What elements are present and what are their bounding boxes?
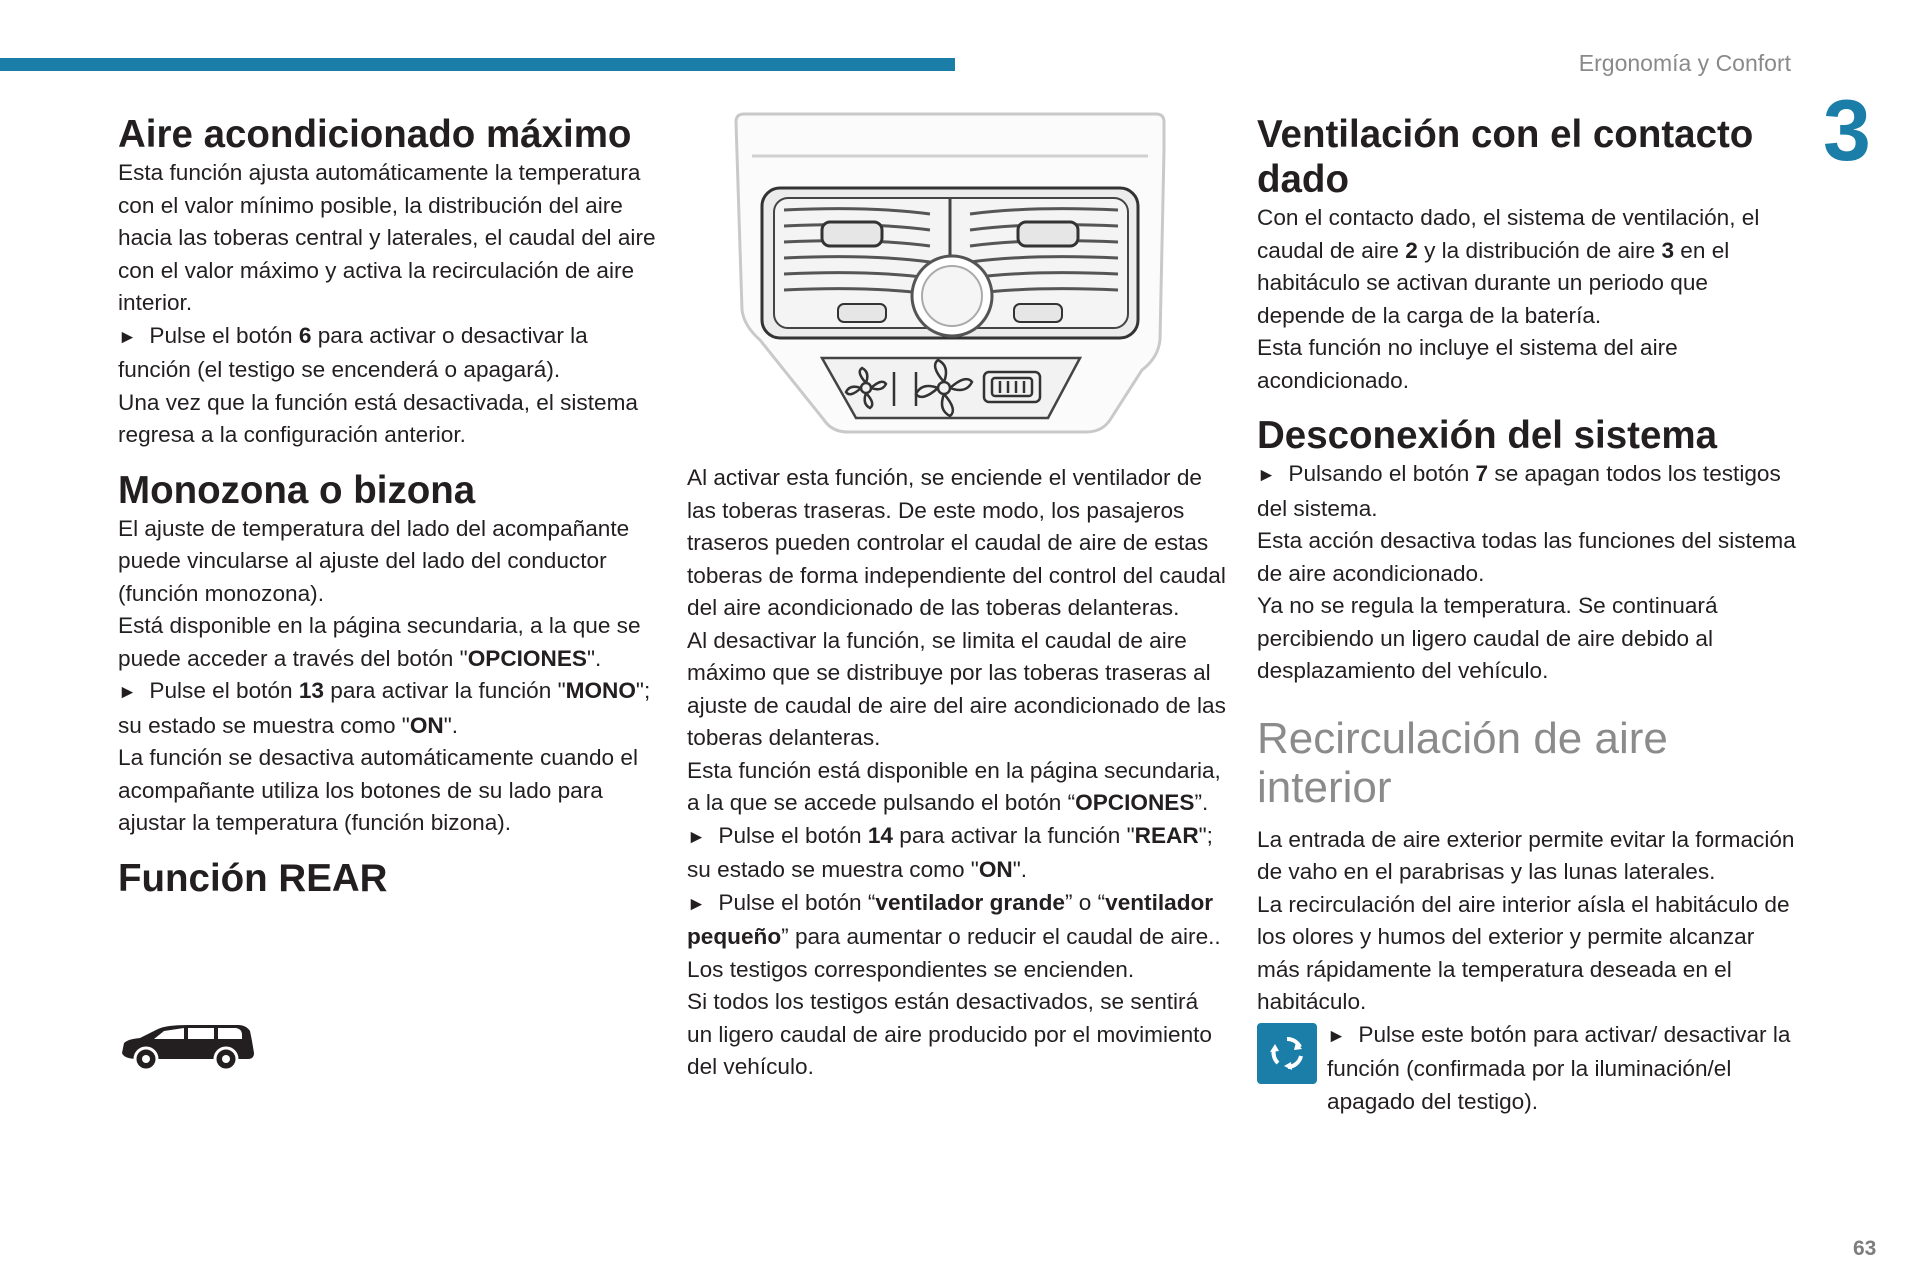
instruction: ► Pulse el botón “ventilador grande” o “ventilador pequeño” para aumentar o reducir el caudal de aire.. [687, 889, 1221, 949]
heading-rear-function: Función REAR [118, 856, 388, 900]
instruction: ► Pulse el botón 14 para activar la función "REAR"; su estado se muestra como "ON". [687, 822, 1213, 882]
column-right [1257, 112, 1797, 1118]
heading-ignition-ventilation: Ventilación con el contacto dado [1257, 113, 1754, 201]
chapter-number: 3 [1823, 83, 1871, 179]
paragraph: Ya no se regula la temperatura. Se continuará percibiendo un ligero caudal de aire debido al desplazamiento del vehículo. [1257, 593, 1718, 683]
paragraph: Está disponible en la página secundaria, a la que se puede acceder a través del botón "OPCIONES". [118, 613, 641, 671]
paragraph: Con el contacto dado, el sistema de ventilación, el caudal de aire 2 y la distribución de aire 3 en el habitáculo se activan durante un periodo que depende de la carga de la batería. [1257, 205, 1760, 328]
paragraph: Esta acción desactiva todas las funciones del sistema de aire acondicionado. [1257, 528, 1796, 586]
instruction: ► Pulsando el botón 7 se apagan todos los testigos del sistema. [1257, 461, 1781, 521]
section-title: Ergonomía y Confort [1578, 50, 1791, 76]
paragraph: Los testigos correspondientes se encienden. [687, 956, 1135, 982]
instruction: ► Pulse el botón 6 para activar o desactivar la función (el testigo se encenderá o apagará). [118, 322, 588, 382]
instruction: ► Pulse el botón 13 para activar la función "MONO"; su estado se muestra como "ON". [118, 678, 651, 738]
heading-recirculation: Recirculación de aire interior [1257, 713, 1668, 812]
paragraph: Si todos los testigos están desactivados, se sentirá un ligero caudal de aire producido por el movimiento del vehículo. [687, 989, 1212, 1079]
column-left [118, 112, 658, 901]
column-middle [687, 462, 1227, 1084]
recirculation-instruction [1257, 1019, 1797, 1119]
paragraph: La entrada de aire exterior permite evitar la formación de vaho en el parabrisas y las lunas laterales. [1257, 826, 1795, 884]
arrow-bullet-icon: ► [1257, 465, 1276, 486]
paragraph: Esta función está disponible en la página secundaria, a la que se accede pulsando el botón “OPCIONES”. [687, 757, 1221, 815]
heading-mono-bizone: Monozona o bizona [118, 468, 476, 512]
paragraph: Esta función no incluye el sistema del aire acondicionado. [1257, 335, 1678, 393]
page-number: 63 [1853, 1237, 1877, 1260]
instruction: ► Pulse este botón para activar/ desactivar la función (confirmada por la iluminación/el apagado del testigo). [1327, 1021, 1791, 1114]
paragraph: Una vez que la función está desactivada, el sistema regresa a la configuración anterior. [118, 389, 638, 447]
arrow-bullet-icon: ► [687, 826, 706, 848]
heading-system-shutdown: Desconexión del sistema [1257, 414, 1718, 457]
paragraph: Al desactivar la función, se limita el caudal de aire máximo que se distribuye por las toberas traseras al ajuste de caudal de aire del aire acondicionado de las toberas delanteras. [687, 627, 1226, 750]
paragraph: Al activar esta función, se enciende el ventilador de las toberas traseras. De este modo, los pasajeros traseros pueden controlar el caudal de aire de estas toberas de forma independiente del control del caudal del aire acondicionado de las toberas delanteras. [687, 465, 1226, 620]
suv-car-icon [118, 1017, 256, 1071]
arrow-bullet-icon: ► [1327, 1025, 1346, 1047]
arrow-bullet-icon: ► [118, 326, 137, 348]
heading-max-ac: Aire acondicionado máximo [118, 113, 632, 156]
paragraph: El ajuste de temperatura del lado del acompañante puede vincularse al ajuste del lado del conductor (función monozona). [118, 515, 630, 606]
rear-vent-panel-illustration [730, 110, 1170, 450]
recirculation-button-icon [1257, 1023, 1317, 1084]
paragraph: La función se desactiva automáticamente cuando el acompañante utiliza los botones de su lado para ajustar la temperatura (función bizona). [118, 745, 638, 835]
paragraph: Esta función ajusta automáticamente la temperatura con el valor mínimo posible, la distribución del aire hacia las toberas central y laterales, el caudal del aire con el valor máximo y activa la recirculación de aire interior. [118, 160, 656, 315]
arrow-bullet-icon: ► [687, 893, 706, 915]
arrow-bullet-icon: ► [118, 682, 137, 703]
header-accent-bar [0, 58, 955, 71]
paragraph: La recirculación del aire interior aísla el habitáculo de los olores y humos del exterior y permite alcanzar más rápidamente la temperatura deseada en el habitáculo. [1257, 891, 1790, 1014]
